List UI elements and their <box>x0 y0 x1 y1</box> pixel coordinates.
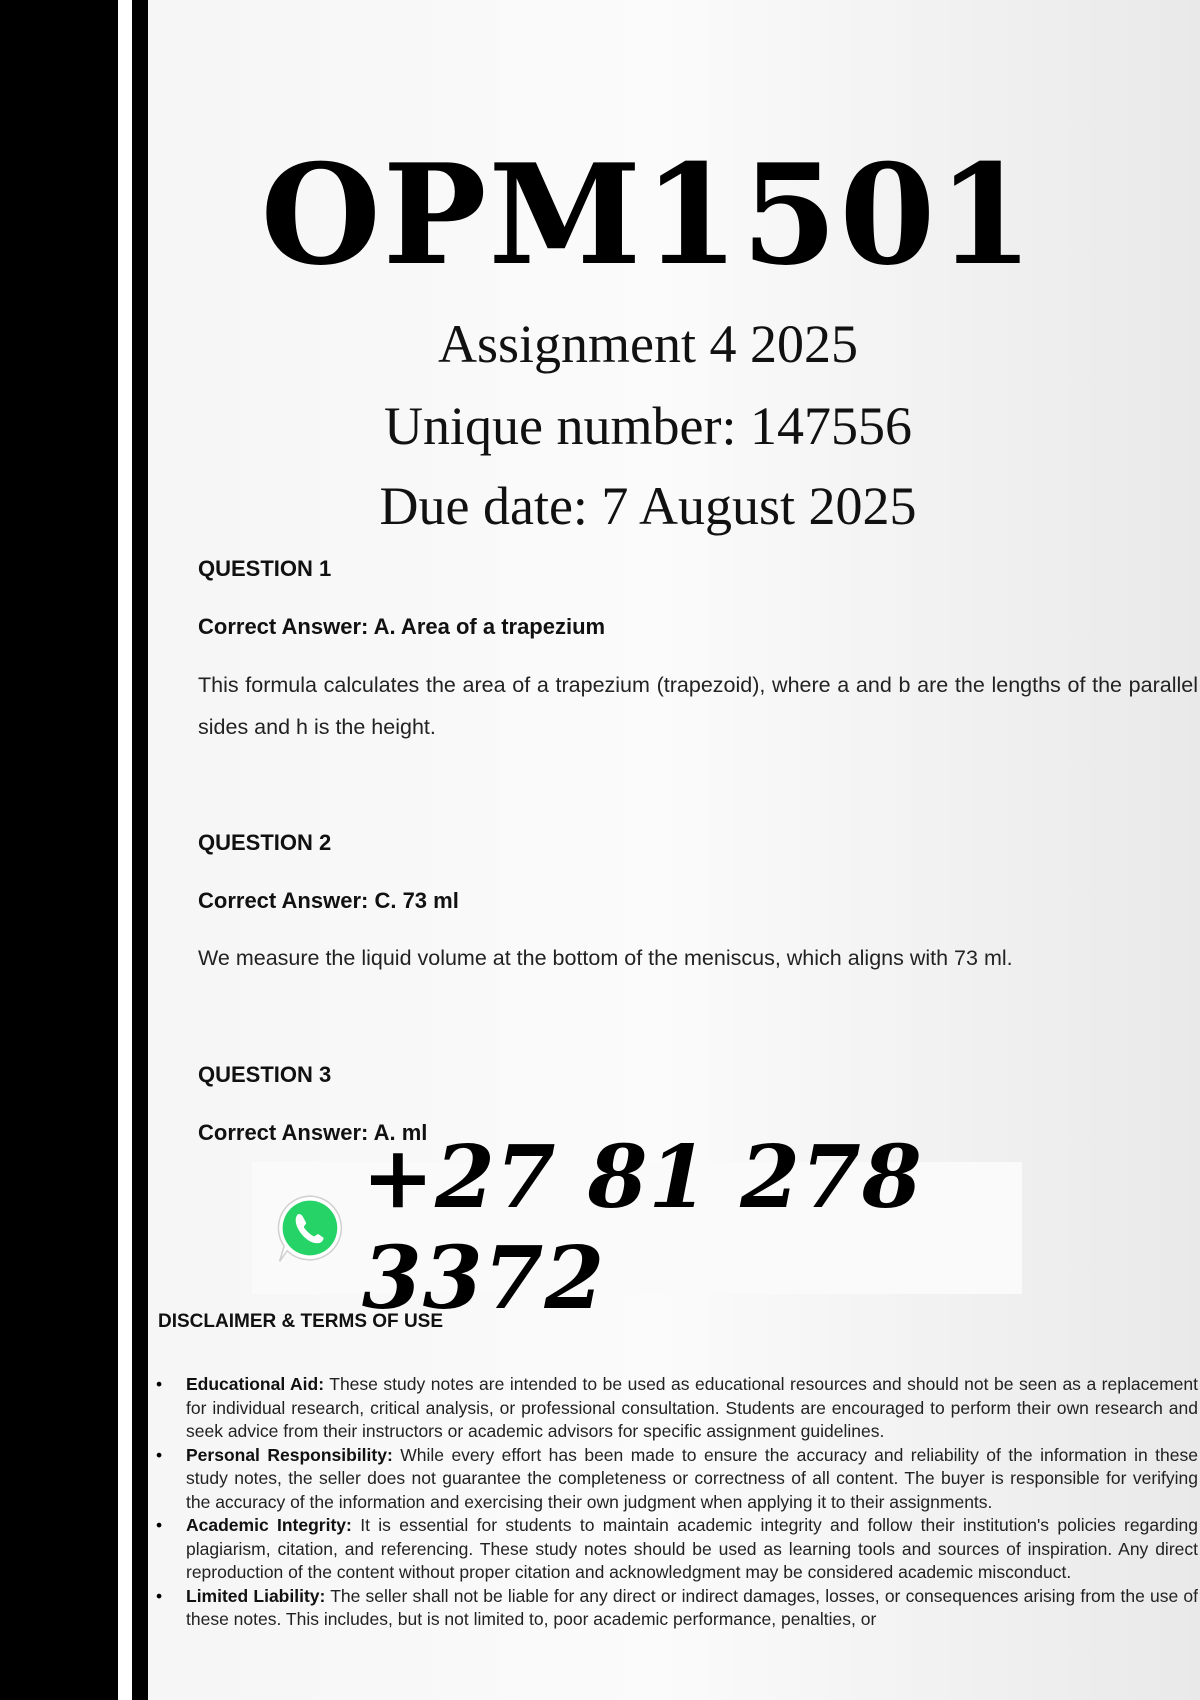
question-3-answer: Correct Answer: A. ml <box>198 1120 428 1145</box>
question-2-title: QUESTION 2 <box>198 830 332 855</box>
question-2-answer: Correct Answer: C. 73 ml <box>198 888 459 913</box>
course-code-title: OPM1501 <box>260 133 1036 296</box>
question-2-explanation: We measure the liquid volume at the bottom of the meniscus, which aligns with 73 ml. <box>198 946 1013 970</box>
question-1-title: QUESTION 1 <box>198 556 332 581</box>
phone-number: +27 81 278 3372 <box>361 1127 923 1329</box>
term-label: Personal Responsibility: <box>186 1444 393 1465</box>
term-text: The seller shall not be liable for any direct or indirect damages, losses, or consequences arising from the use of these notes. This includes, but is not limited to, poor academic performance, penalties, or <box>186 1585 1198 1629</box>
disclaimer-list <box>158 1373 1198 1632</box>
term-label: Academic Integrity: <box>186 1515 352 1535</box>
list-item <box>158 1373 1198 1444</box>
question-1-answer: Correct Answer: A. Area of a trapezium <box>198 614 606 639</box>
whatsapp-icon <box>272 1180 348 1276</box>
term-text: It is essential for students to maintain academic integrity and follow their institution's policies regarding plagiarism, citation, and referencing. These study notes should be used as learning tools and sources of inspiration. Any direct reproduction of the content without proper citation and acknowledgment may be considered academic misconduct. <box>186 1515 1198 1582</box>
term-text: These study notes are intended to be used as educational resources and should not be seen as a replacement for individual research, critical analysis, or professional consultation. Students are encouraged to perform their own research and seek advice from their instructors or academic advisors for specific assignment guidelines. <box>186 1374 1198 1441</box>
term-label: Limited Liability: <box>186 1585 326 1606</box>
left-black-bar <box>0 0 118 1700</box>
term-text: While every effort has been made to ensure the accuracy and reliability of the information in these study notes, the seller does not guarantee the completeness or correctness of all content. The buyer is responsible for verifying the accuracy of the information and exercising their own judgment when applying it to their assignments. <box>186 1444 1198 1512</box>
list-item <box>158 1514 1198 1585</box>
term-label: Educational Aid: <box>186 1374 325 1394</box>
question-1-explanation: This formula calculates the area of a trapezium (trapezoid), where a and b are the lengths of the parallel sides and h is the height. <box>198 673 1198 739</box>
question-3-title: QUESTION 3 <box>198 1062 332 1087</box>
list-item <box>158 1444 1198 1515</box>
disclaimer-title: DISCLAIMER & TERMS OF USE <box>158 1311 444 1332</box>
left-thin-black-bar <box>132 0 148 1700</box>
left-white-stripe <box>118 0 132 1700</box>
unique-number: Unique number: 147556 <box>384 396 912 456</box>
due-date: Due date: 7 August 2025 <box>379 476 917 536</box>
document-page <box>148 0 1200 1700</box>
list-item <box>158 1585 1198 1632</box>
assignment-title: Assignment 4 2025 <box>437 314 858 374</box>
